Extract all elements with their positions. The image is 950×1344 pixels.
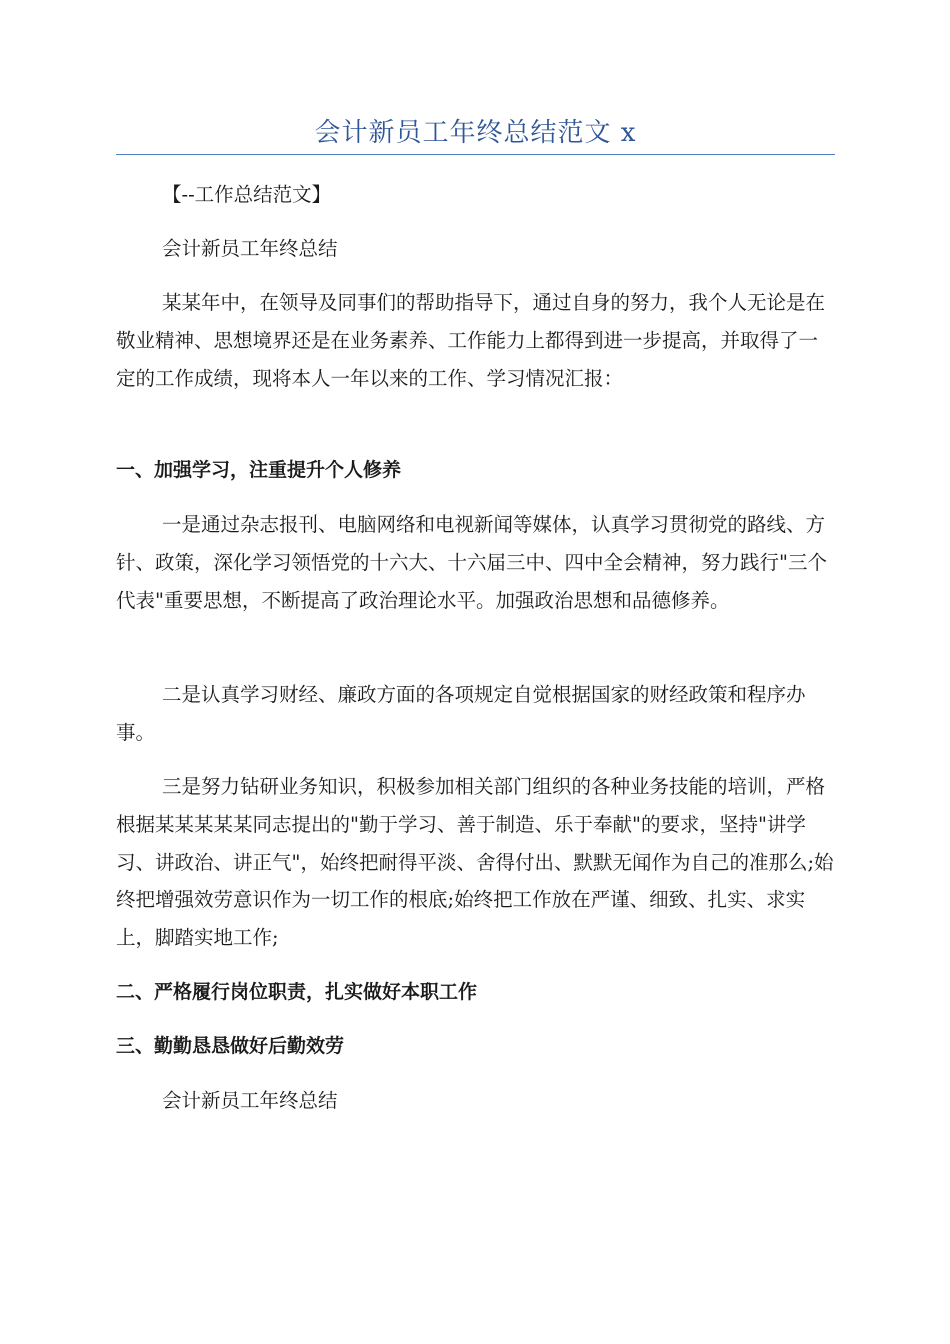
tag-line: 【--工作总结范文】: [162, 183, 332, 206]
subtitle-top: 会计新员工年终总结: [162, 237, 338, 260]
section-2-heading: 二、严格履行岗位职责，扎实做好本职工作: [116, 981, 478, 1003]
paragraph-3: 三是努力钻研业务知识，积极参加相关部门组织的各种业务技能的培训，严格根据某某某某某同志提出的"勤于学习、善于制造、乐于奉献"的要求，坚持"讲学习、讲政治、讲正气"，始终把耐得平淡、舍得付出、默默无闻作为自己的准那么;始终把增强效劳意识作为一切工作的根底;始终把工作放在严谨、细致、扎实、求实上，脚踏实地工作;: [116, 775, 834, 950]
subtitle-bottom: 会计新员工年终总结: [162, 1089, 338, 1112]
paragraph-1: 一是通过杂志报刊、电脑网络和电视新闻等媒体，认真学习贯彻党的路线、方针、政策，深化学习领悟党的十六大、十六届三中、四中全会精神，努力践行"三个代表"重要思想，不断提高了政治理论水平。加强政治思想和品德修养。: [116, 513, 827, 612]
title-underline: [116, 154, 835, 155]
document-title: 会计新员工年终总结范文 x: [314, 118, 637, 148]
intro-paragraph: 某某年中，在领导及同事们的帮助指导下，通过自身的努力，我个人无论是在敬业精神、思想境界还是在业务素养、工作能力上都得到进一步提高，并取得了一定的工作成绩，现将本人一年以来的工作、学习情况汇报：: [116, 291, 826, 390]
section-3-heading: 三、勤勤恳恳做好后勤效劳: [116, 1035, 345, 1057]
section-1-heading: 一、加强学习，注重提升个人修养: [116, 459, 402, 481]
paragraph-2: 二是认真学习财经、廉政方面的各项规定自觉根据国家的财经政策和程序办事。: [116, 683, 806, 744]
